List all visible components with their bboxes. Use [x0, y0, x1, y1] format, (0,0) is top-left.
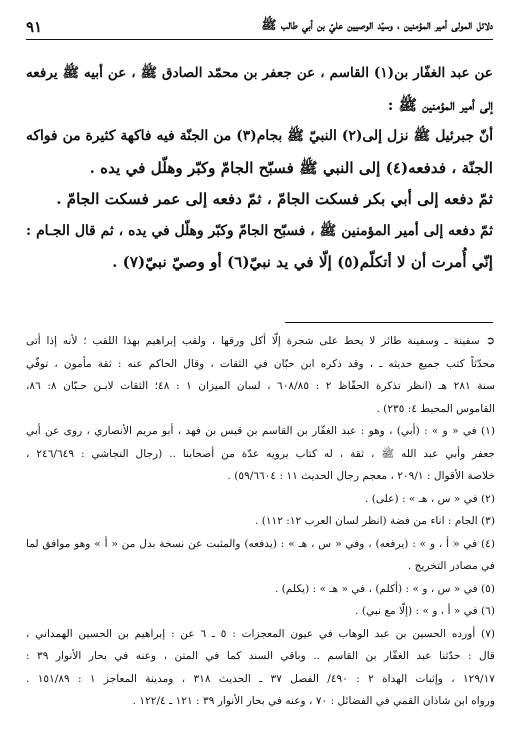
page-number: ٩١ — [26, 18, 43, 36]
footnote-line: ورواه ابن شاذان القمي في الفضائل : ٧٠ ، وعنه في بحار الأنوار ٣٩ : ١٢١ ـ ١٢٢/٤ . — [132, 695, 495, 707]
footnote-separator — [285, 322, 493, 323]
footnote-line: (٢) في « س ، هـ » : (على) . — [364, 492, 495, 505]
footnote-line: (٣) الجام : اناء من فضة (انظر لسان العرب ١٢: ١١٢) . — [254, 515, 495, 527]
footnote-line: (٦) في « أ ، و » : (إلّا مع نبي) . — [355, 605, 495, 617]
continuation-arrow-icon: ➲ — [485, 334, 495, 347]
main-text — [26, 58, 493, 279]
text-line: عن عبد الغفّار بن(١) القاسم ، عن جعفر بن محمّد الصادق ﷺ ، عن أبيه ﷺ يرفعه — [26, 65, 493, 81]
footnote-line: (١) في « و » : (أبي) ، وهو : عبد الغفّار بن القاسم بن قيس بن فهد ، أبو مريم الأنصاري ، روى عن أبي — [26, 425, 495, 437]
text-line: أنّ جبرئيل ﷺ نزل إلى(٢) النبيّ ﷺ بجام(٣) من الجنّة فيه فاكهة كثيرة من فواكه — [26, 128, 493, 144]
footnote-line: في مصادر التخريج . — [407, 560, 495, 572]
text-line: إلى أمير المؤمنين ﷺ : — [387, 95, 493, 114]
text-line: ثمّ دفعه إلى أمير المؤمنين ﷺ ، فسبّح الجامّ وكبّر وهلّل في يده ، ثم قال الجـام : — [26, 222, 493, 239]
footnote-line: (٥) في « س ، و » : (أكلم) ، في « هـ » : (يكلم) . — [274, 582, 495, 595]
running-title: دلائل المولى أمير المؤمنين ، وسيّد الوصيين عليّ بن أبي طالب ﷺ — [261, 17, 493, 32]
text-line: الجنّة ، فدفعه(٤) إلى النبي ﷺ فسبّح الجامّ وكبّر وهلّل في يده . — [89, 158, 493, 177]
footnote-line: قال : حدّثنا عبد الغفّار بن القاسم .. وباقي السند كما في المتن ، وعنه في بحار الأنوار ٣٩ : — [26, 650, 495, 662]
text-line: ثمّ دفعه إلى أبي بكر فسكت الجامّ ، ثمّ دفعه إلى عمر فسكت الجامّ . — [56, 190, 493, 208]
footnote-line: (٧) أورده الحسين بن عبد الوهاب في عيون المعجزات : ٥ ـ ٦ عن : إبراهيم بن الحسين الهمداني ، — [26, 627, 496, 640]
text-line: إنّي أُمرت أن لا أتكلّم(٥) إلّا في يد نبيّ(٦) أو وصيّ نبيّ(٧) . — [112, 253, 493, 271]
footnote-line: ١٢٩/١٧ ، وإثبات الهداة ٢ : ٤٩٠/ الفصل ٣٧ ـ الحديث ٣١٨ ، ومدينة المعاجز ١ : ١٥١/٨٩ . — [26, 672, 495, 685]
page-header — [26, 10, 493, 40]
footnotes — [26, 330, 495, 713]
footnote-line: ➲سفينة ـ وسفينة طائر لا يحط على شجرة إلّا أكل ورقها ، ولقب إبراهيم بهذا اللقب ؛ لأنه إذا أتى — [26, 330, 495, 353]
footnote-line: خلاصة الأقوال : ٢٠٩/١ ، معجم رجال الحديث ١١ : ٥٩/٦٦٠٤) . — [227, 470, 495, 482]
footnote-line: (٤) في « أ ، و » : (يرفعه) ، وفي « س ، هـ » : (يدفعه) والمثبت عن نسخة بدل من « أ » وهو موافق لما — [26, 537, 495, 550]
footnote-line: محدّثاً كتب جميع حديثه ـ ، وقد ذكره ابن حبّان في الثقات ، وقال الحاكم عنه : ثقة مأمون ، توفّي — [26, 357, 495, 370]
footnote-line: جعفر وأبي عبد الله ﷺ ، ثقة ، له كتاب يرويه عدّة من أصحابنا .. (رجال النجاشي : ٢٤٦/٦٤٩ ، — [26, 447, 495, 460]
footnote-line: القاموس المحيط ٤: ٢٣٥) . — [376, 402, 495, 415]
footnote-line: سنة ٢٨١ هـ (انظر تذكرة الحفّاظ ٢ : ٦٠٨/٨٥ ، لسان الميزان ١ : ٤٨؛ الثقات لابـن حـبّان ٨: ٨٦، — [26, 380, 495, 392]
